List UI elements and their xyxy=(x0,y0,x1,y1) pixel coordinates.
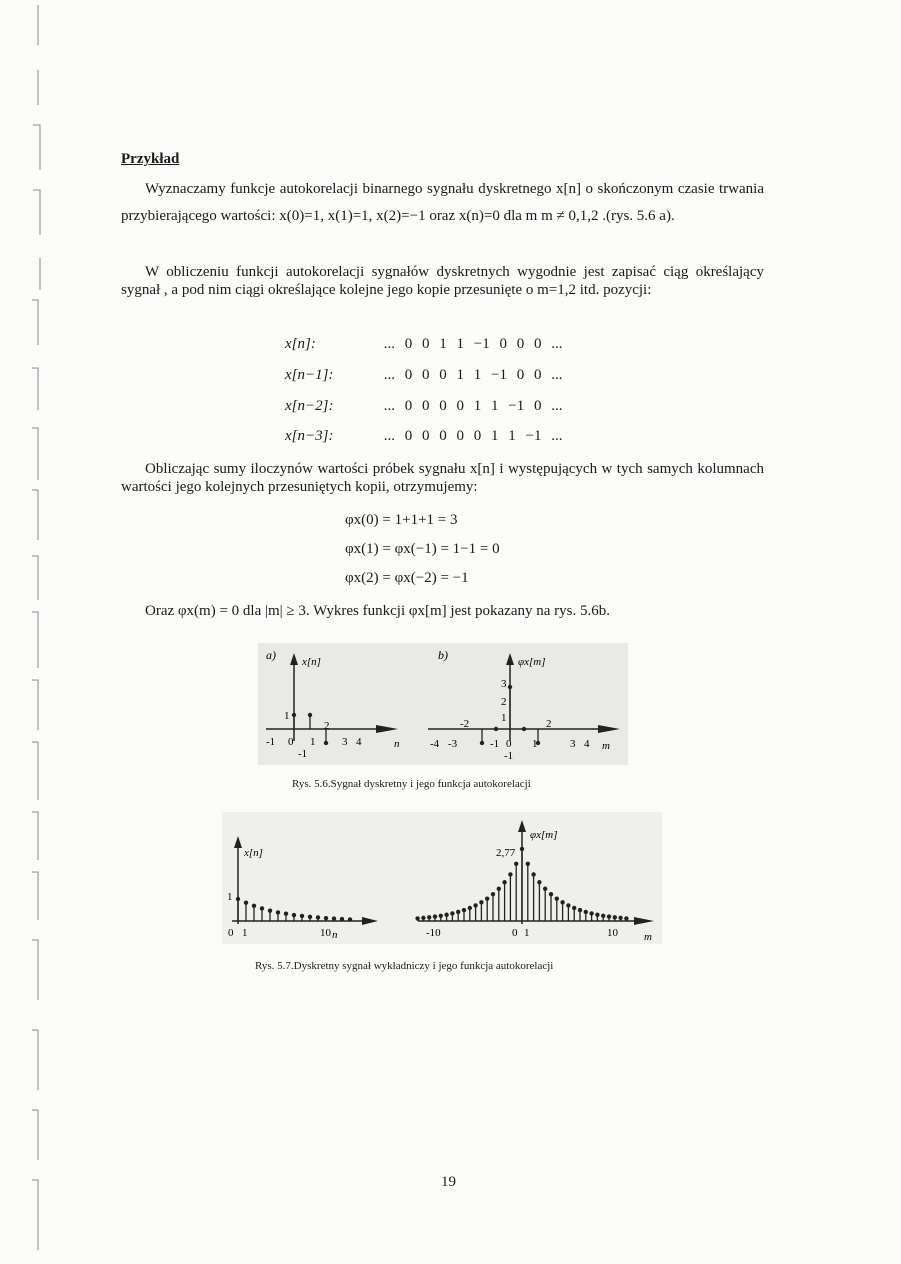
tick-label: 0 xyxy=(228,927,234,939)
tick-label: 0 xyxy=(288,736,294,748)
stem-point xyxy=(292,713,296,717)
stem-point xyxy=(520,847,524,851)
point-label: -2 xyxy=(460,718,470,730)
paragraph-1: Wyznaczamy funkcje autokorelacji binarnego sygnału dyskretnego x[n] o skończonym czasie trwania przybierającego wartości: x(0)=1, x(1)=1, x(2)=−1 oraz x(n)=0 dla m m ≠ 0,1,2 .(rys. 5.6 a). xyxy=(121,181,764,224)
stem-point xyxy=(439,914,443,918)
stem-point xyxy=(340,917,344,921)
tick-label: 4 xyxy=(356,736,362,748)
sequence-label: x[n]: xyxy=(285,336,316,352)
y-tick-label: 3 xyxy=(501,678,507,690)
c-xlabel: n xyxy=(332,929,338,941)
example-heading: Przykład xyxy=(121,151,180,167)
d-ylabel: φx[m] xyxy=(530,829,558,841)
tick-label: 0 xyxy=(512,927,518,939)
paragraph-3: Obliczając sumy iloczynów wartości próbek sygnału x[n] i występujących w tych samych kolumnach wartości jego kolejnych przesuniętych kopii, otrzymujemy: xyxy=(121,461,764,495)
stem-point xyxy=(537,880,541,884)
stem-point xyxy=(456,910,460,914)
tick-label: -1 xyxy=(490,738,500,750)
stems-c xyxy=(236,897,352,922)
stem-point xyxy=(595,913,599,917)
stem-point xyxy=(348,917,352,921)
stem-point xyxy=(252,904,256,908)
figure-5-7-svg xyxy=(222,812,662,944)
point-label: -1 xyxy=(504,750,514,762)
equation: φx(1) = φx(−1) = 1−1 = 0 xyxy=(345,541,500,557)
point-label: 2 xyxy=(324,720,330,732)
tick-label: -1 xyxy=(266,736,276,748)
stem-point xyxy=(284,912,288,916)
conclusion-text: Oraz φx(m) = 0 dla |m| ≥ 3. Wykres funkcji φx[m] jest pokazany na rys. 5.6b. xyxy=(145,603,610,619)
figure-5-6-caption: Rys. 5.6.Sygnał dyskretny i jego funkcja autokorelacji xyxy=(292,778,531,790)
arrow-d-x xyxy=(634,917,654,925)
stem-point xyxy=(433,914,437,918)
stem-point xyxy=(473,903,477,907)
stem-point xyxy=(444,913,448,917)
stem-point xyxy=(468,906,472,910)
stem-point xyxy=(549,892,553,896)
stem-point xyxy=(584,910,588,914)
y-tick-label: 2 xyxy=(501,696,507,708)
sequence-values: ... 0 0 0 1 1 −1 0 0 ... xyxy=(383,367,563,383)
sequence-label: x[n−2]: xyxy=(285,398,334,414)
stem-point xyxy=(502,880,506,884)
sequence-values: ... 0 0 0 0 1 1 −1 0 ... xyxy=(383,398,563,414)
point-label: 1 xyxy=(284,710,290,722)
figure-5-6 xyxy=(258,643,628,765)
peak-label: 2,77 xyxy=(496,847,516,859)
tick-label: 10 xyxy=(607,927,618,939)
stems-d xyxy=(415,847,628,921)
stem-point xyxy=(300,914,304,918)
stem-point xyxy=(624,916,628,920)
a-ylabel: x[n] xyxy=(302,656,321,668)
arrow-a-y xyxy=(290,653,298,665)
page-number: 19 xyxy=(441,1174,456,1190)
tick-label: 1 xyxy=(310,736,316,748)
stem-point xyxy=(236,897,240,901)
tick-label: -10 xyxy=(426,927,441,939)
arrow-b-y xyxy=(506,653,514,665)
stem-point xyxy=(601,914,605,918)
sequence-label: x[n−1]: xyxy=(285,367,334,383)
tick-label: 1 xyxy=(242,927,248,939)
a-xlabel: n xyxy=(394,738,400,750)
stem-point xyxy=(450,911,454,915)
arrow-a-x xyxy=(376,725,398,733)
stem-point xyxy=(421,916,425,920)
arrow-d-y xyxy=(518,820,526,832)
stem-point xyxy=(613,915,617,919)
stem-point xyxy=(427,915,431,919)
tick-label: -3 xyxy=(448,738,458,750)
stem-point xyxy=(578,908,582,912)
stem-point xyxy=(508,872,512,876)
tick-label: 0 xyxy=(506,738,512,750)
figure-5-6-svg xyxy=(258,643,628,765)
stem-point xyxy=(589,911,593,915)
sequence-label: x[n−3]: xyxy=(285,428,334,444)
stem-point xyxy=(566,903,570,907)
stem-point xyxy=(543,887,547,891)
stem-point xyxy=(494,727,498,731)
tick-label: 10 xyxy=(320,927,331,939)
c-ylabel: x[n] xyxy=(244,847,263,859)
stem-point xyxy=(415,916,419,920)
panel-b-label: b) xyxy=(438,648,448,662)
y-tick-label: 1 xyxy=(501,712,507,724)
stem-point xyxy=(316,915,320,919)
tick-label: -4 xyxy=(430,738,440,750)
stem-point xyxy=(607,914,611,918)
arrow-c-x xyxy=(362,917,378,925)
arrow-b-x xyxy=(598,725,620,733)
b-xlabel: m xyxy=(602,740,610,752)
figure-5-7 xyxy=(222,812,662,944)
sequence-values: ... 0 0 0 0 0 1 1 −1 ... xyxy=(383,428,563,444)
stem-point xyxy=(268,908,272,912)
b-ylabel: φx[m] xyxy=(518,656,546,668)
paragraph-2: W obliczeniu funkcji autokorelacji sygnałów dyskretnych wygodnie jest zapisać ciąg określający sygnał , a pod nim ciągi określające kolejne jego kopie przesunięte o m=1,2 itd. pozycji: xyxy=(121,264,764,298)
stem-point xyxy=(531,872,535,876)
binding-marks xyxy=(0,0,50,1264)
stem-point xyxy=(324,741,328,745)
stem-point xyxy=(572,906,576,910)
point-label: 2 xyxy=(546,718,552,730)
sequence-row xyxy=(285,398,562,415)
stem-point xyxy=(618,916,622,920)
tick-label: 1 xyxy=(524,927,530,939)
stem-point xyxy=(497,887,501,891)
stem-point xyxy=(276,910,280,914)
arrow-c-y xyxy=(234,836,242,848)
stem-point xyxy=(514,862,518,866)
tick-label: 3 xyxy=(570,738,576,750)
sequence-row xyxy=(285,428,562,445)
stem-point xyxy=(485,896,489,900)
stem-point xyxy=(308,713,312,717)
stem-point xyxy=(560,900,564,904)
d-xlabel: m xyxy=(644,931,652,943)
sequence-values: ... 0 0 1 1 −1 0 0 0 ... xyxy=(383,336,563,352)
equation: φx(2) = φx(−2) = −1 xyxy=(345,570,469,586)
sequence-row xyxy=(285,367,562,384)
stem-point xyxy=(479,900,483,904)
stem-point xyxy=(526,862,530,866)
stem-point xyxy=(522,727,526,731)
panel-a-label: a) xyxy=(266,648,276,662)
tick-label: 1 xyxy=(532,738,538,750)
point-label: -1 xyxy=(298,748,308,760)
stem-point xyxy=(324,916,328,920)
sequence-row xyxy=(285,336,562,353)
equation: φx(0) = 1+1+1 = 3 xyxy=(345,512,458,528)
stem-point xyxy=(480,741,484,745)
stem-point xyxy=(260,906,264,910)
stem-point xyxy=(508,685,512,689)
stem-point xyxy=(555,896,559,900)
tick-label: 4 xyxy=(584,738,590,750)
stem-point xyxy=(308,915,312,919)
stem-point xyxy=(292,913,296,917)
tick-label: 3 xyxy=(342,736,348,748)
y-tick-label: 1 xyxy=(227,891,233,903)
stem-point xyxy=(332,916,336,920)
stem-point xyxy=(491,892,495,896)
stem-point xyxy=(244,901,248,905)
figure-5-7-caption: Rys. 5.7.Dyskretny sygnał wykładniczy i jego funkcja autokorelacji xyxy=(255,960,554,972)
stem-point xyxy=(462,908,466,912)
